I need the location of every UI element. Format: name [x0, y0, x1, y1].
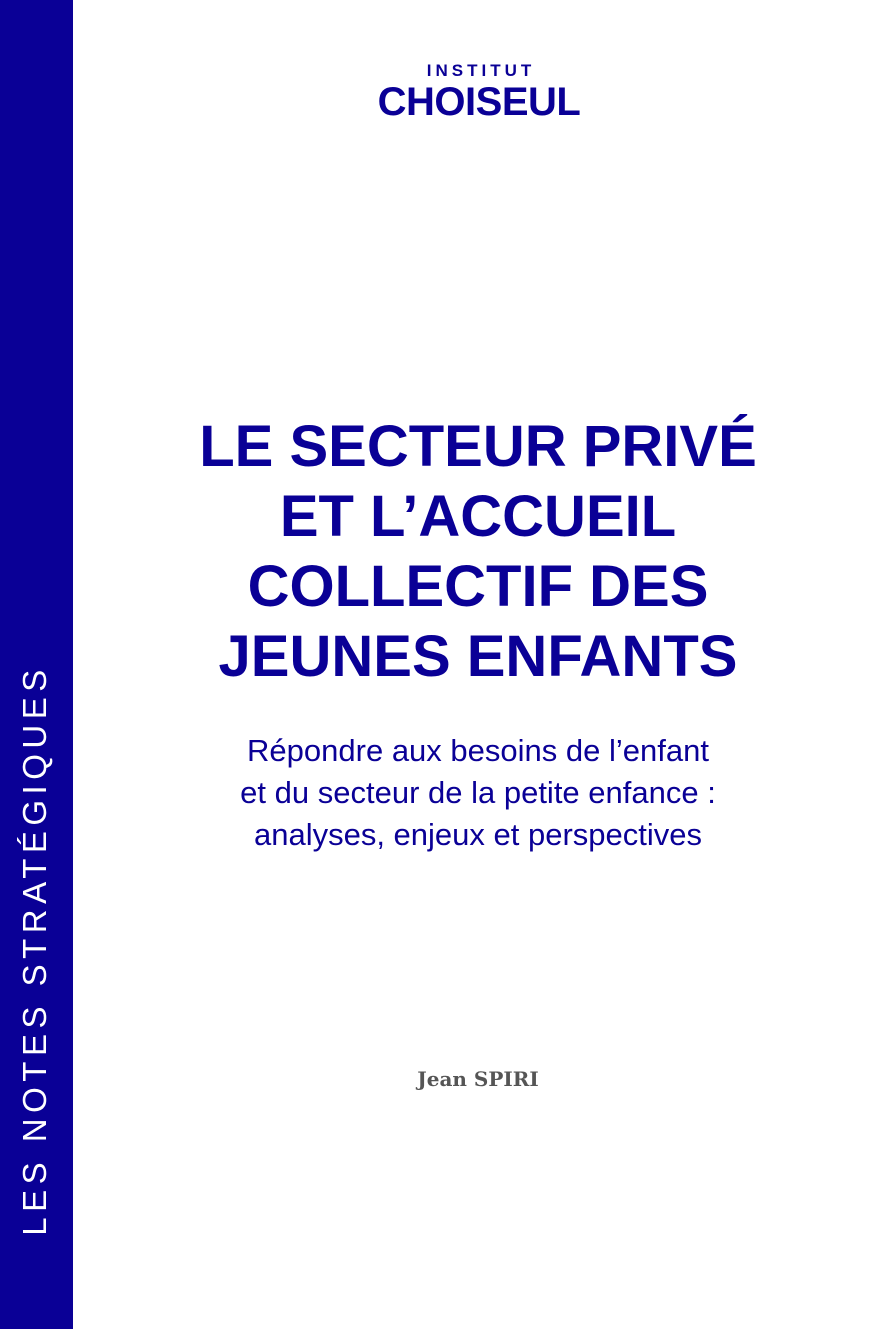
subtitle-line: analyses, enjeux et perspectives	[253, 817, 703, 852]
cover-subtitle	[120, 730, 836, 856]
subtitle-line: et du secteur de la petite enfance :	[240, 775, 716, 810]
subtitle-line: Répondre aux besoins de l’enfant	[247, 733, 709, 768]
author-name: Jean SPIRI	[417, 1067, 539, 1091]
side-band	[0, 0, 73, 1329]
series-label: LES NOTES STRATÉGIQUES	[16, 664, 53, 1236]
title-line: JEUNES ENFANTS	[218, 624, 738, 689]
logo-main-text: CHOISEUL	[377, 80, 581, 124]
cover-title	[120, 412, 836, 692]
logo-top-text: INSTITUT	[426, 61, 536, 80]
institut-choiseul-logo	[366, 60, 592, 122]
title-line: ET L’ACCUEIL	[279, 484, 677, 549]
title-line: LE SECTEUR PRIVÉ	[199, 414, 757, 479]
title-line: COLLECTIF DES	[247, 554, 709, 619]
